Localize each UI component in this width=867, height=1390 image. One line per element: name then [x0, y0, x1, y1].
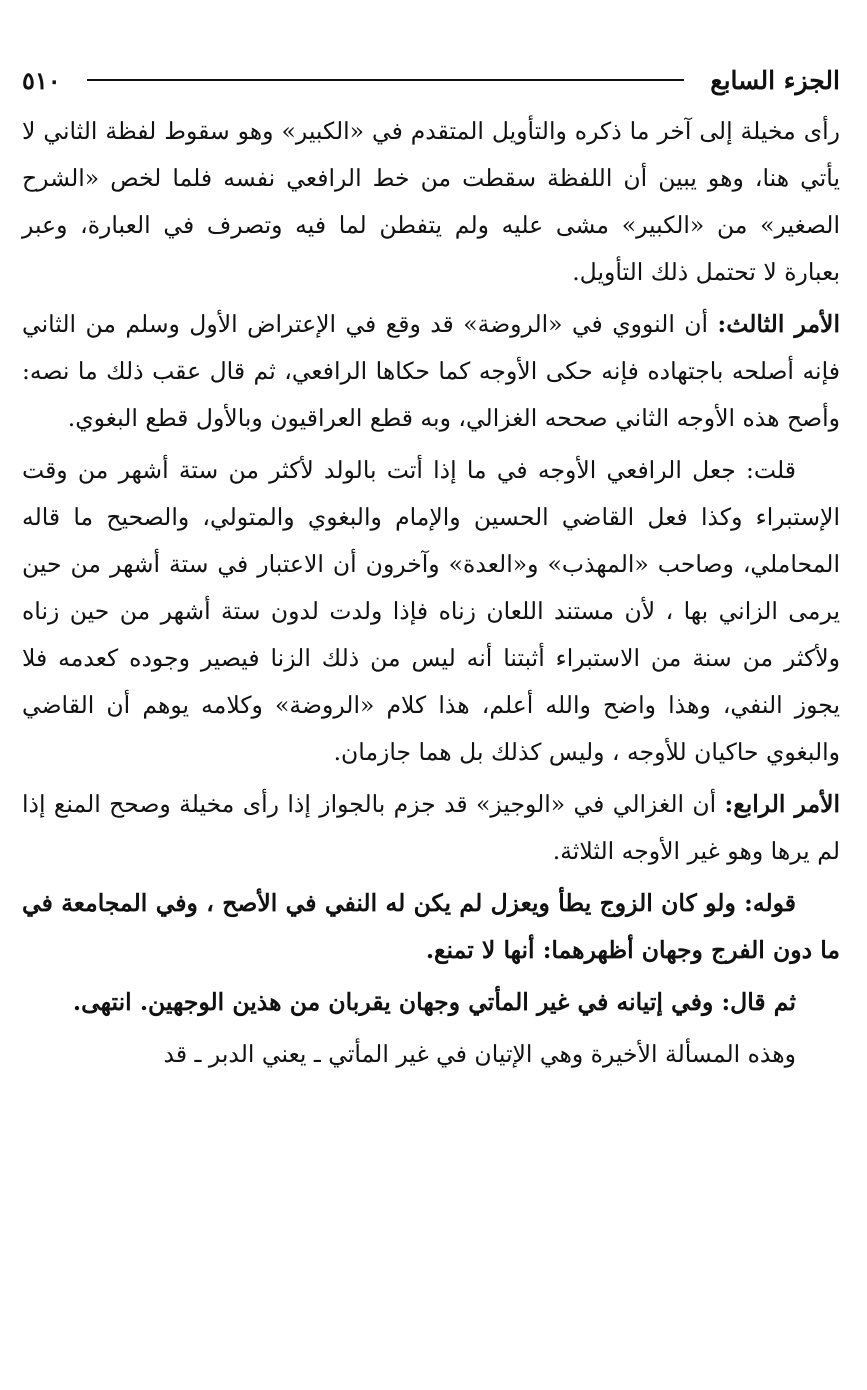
running-title: الجزء السابع [710, 65, 840, 95]
paragraph-2 [22, 301, 840, 442]
document-page [22, 62, 840, 1083]
paragraph-text: أن النووي في «الروضة» قد وقع في الإعتراض الأول وسلم من الثاني فإنه أصلحه باجتهاده فإنه حكى الأوجه كما حكاها الرافعي، ثم قال عقب ذلك ما نصه: وأصح هذه الأوجه الثاني صححه الغزالي، وبه قطع العراقيون وبالأول قطع البغوي. [22, 310, 840, 432]
paragraph-text: قلت: جعل الرافعي الأوجه في ما إذا أتت بالولد لأكثر من ستة أشهر من وقت الإستبراء وكذا فعل القاضي الحسين والإمام والبغوي والمتولي، والصحيح ما قاله المحاملي، وصاحب «المهذب» و«العدة» وآخرون أن الاعتبار في ستة أشهر من حين يرمى الزاني بها ، لأن مستند اللعان زناه فإذا ولدت لدون ستة أشهر من حين زناه ولأكثر من سنة من الاستبراء أثبتنا أنه ليس من ذلك الزنا فيصير وجوده كعدمه فلا يجوز النفي، وهذا واضح والله أعلم، هذا كلام «الروضة» وكلامه يوهم أن القاضي والبغوي حاكيان للأوجه ، وليس كذلك بل هما جازمان. [22, 456, 840, 766]
header-rule [87, 79, 685, 81]
paragraph-text: أن الغزالي في «الوجيز» قد جزم بالجواز إذا رأى مخيلة وصحح المنع إذا لم يرها وهو غير الأوجه الثلاثة. [22, 790, 840, 865]
paragraph-text: وهذه المسألة الأخيرة وهي الإتيان في غير المأتي ـ يعني الدبر ـ قد [163, 1040, 796, 1068]
paragraph-4 [22, 781, 840, 875]
paragraph-text: رأى مخيلة إلى آخر ما ذكره والتأويل المتقدم في «الكبير» وهو سقوط لفظة الثاني لا يأتي هنا، وهو يبين أن اللفظة سقطت من خط الرافعي نفسه فلما لخص «الشرح الصغير» من «الكبير» مشى عليه ولم يتفطن لما فيه وتصرف في العبارة، وعبر بعبارة لا تحتمل ذلك التأويل. [22, 117, 840, 286]
paragraph-text: ثم قال: وفي إتيانه في غير المأتي وجهان يقربان من هذين الوجهين. انتهى. [72, 988, 796, 1016]
paragraph-7 [22, 1031, 840, 1078]
paragraph-lead: الأمر الثالث: [717, 310, 840, 338]
page-number: ٥١٠ [22, 65, 61, 95]
paragraph-lead: الأمر الرابع: [724, 790, 841, 818]
paragraph-5 [22, 880, 840, 974]
paragraph-3 [22, 447, 840, 776]
paragraph-6 [22, 979, 840, 1026]
page-header [22, 62, 840, 98]
paragraph-1 [22, 108, 840, 296]
paragraph-text: قوله: ولو كان الزوج يطأ ويعزل لم يكن له النفي في الأصح ، وفي المجامعة في ما دون الفرج وجهان أظهرهما: أنها لا تمنع. [22, 889, 840, 964]
